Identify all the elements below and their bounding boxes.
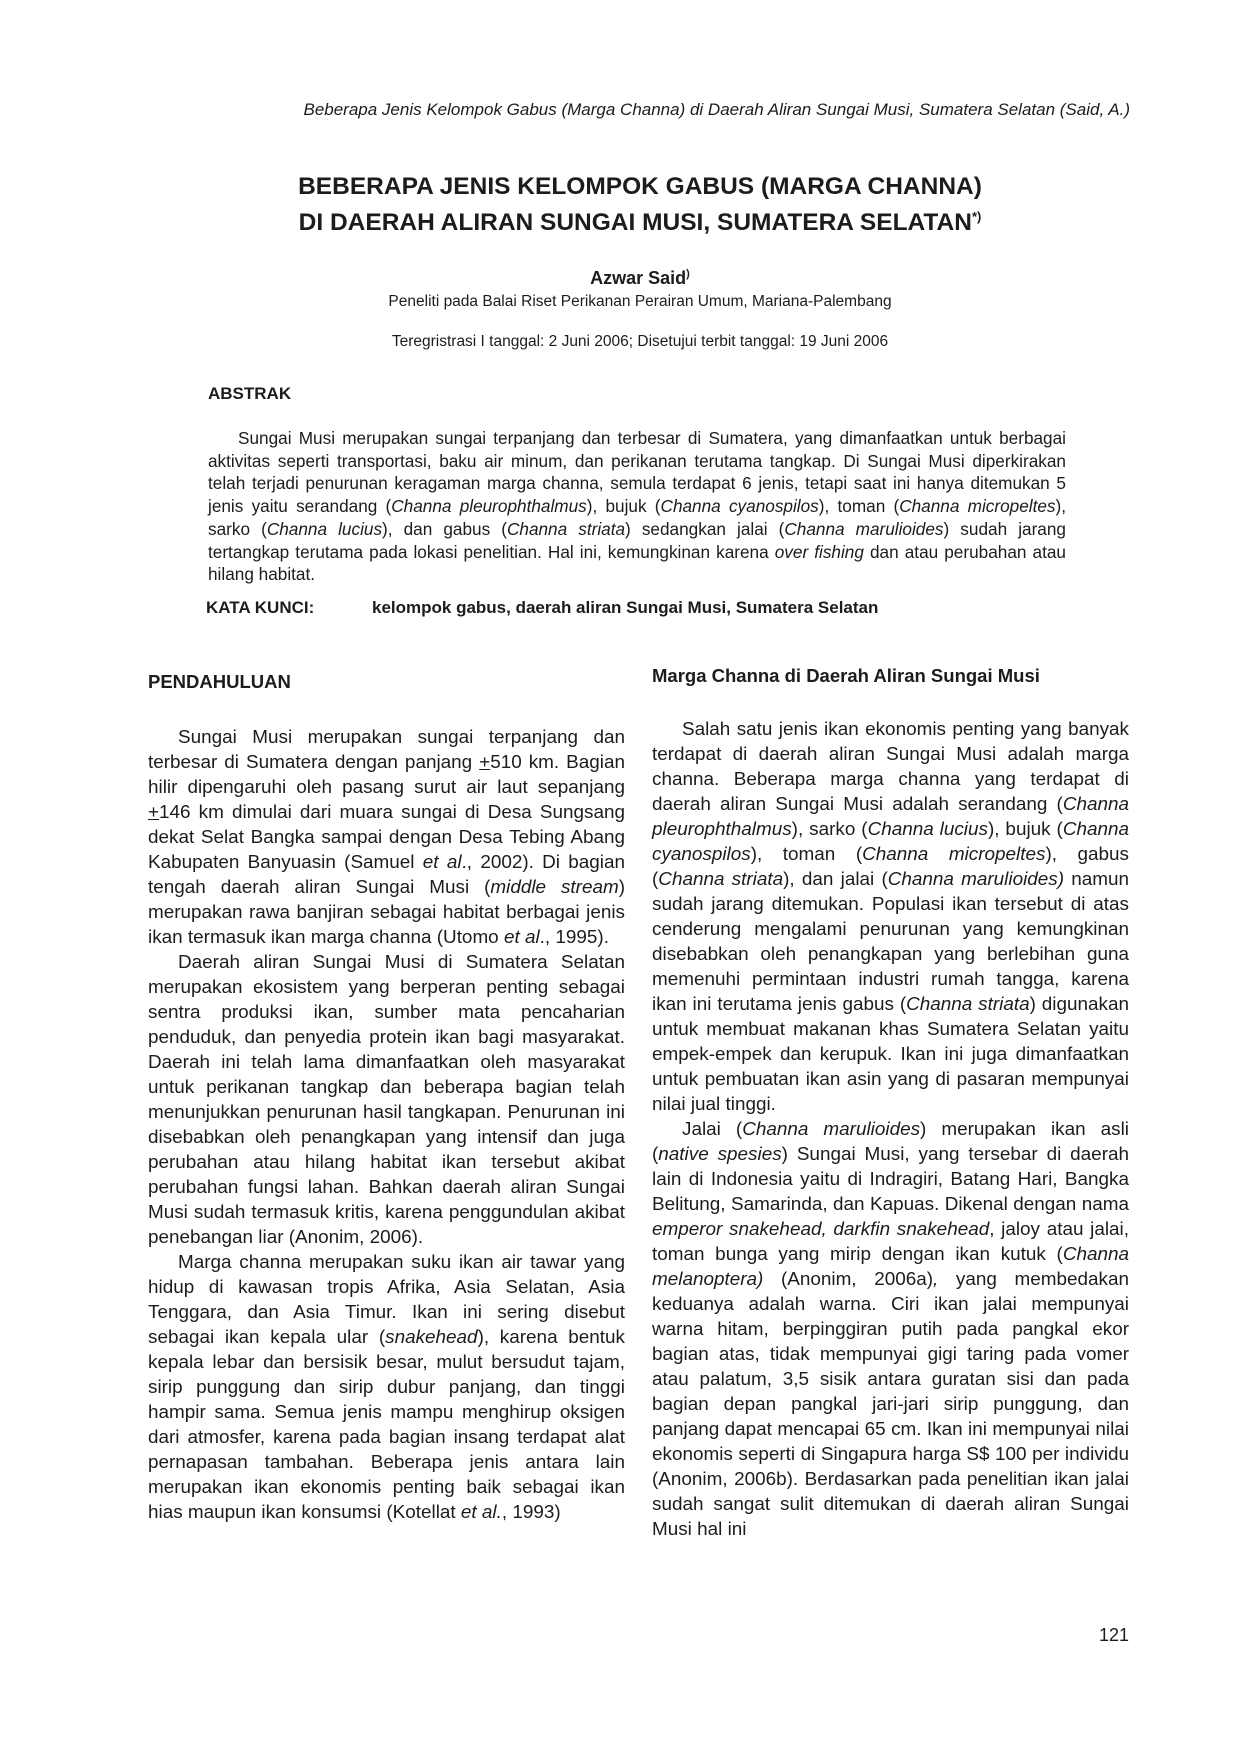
species-name: Channa lucius [266, 518, 383, 539]
abstract-text: ), sarko ( [208, 496, 1067, 539]
author-mark: ) [686, 268, 690, 280]
title-line-1: BEBERAPA JENIS KELOMPOK GABUS (MARGA CHANNA) [298, 173, 982, 200]
title-line-2-text: DI DAERAH ALIRAN SUNGAI MUSI, SUMATERA SELATAN [298, 209, 972, 237]
species-name: Channa marulioides [742, 1119, 921, 1140]
keywords-label: KATA KUNCI: [206, 598, 315, 617]
species-name: Channa melanoptera) [652, 1244, 1129, 1290]
species-name: Channa pleurophthalmus [391, 496, 587, 517]
registration-dates: Teregristrasi I tanggal: 2 Juni 2006; Disetujui terbit tanggal: 19 Juni 2006 [391, 333, 889, 350]
title-footnote-mark: *) [971, 209, 982, 224]
abstract-text: ), bujuk ( [586, 496, 661, 517]
plus-minus-sign: + [479, 752, 491, 773]
body-text: namun sudah jarang ditemukan. Populasi ikan tersebut di atas cenderung mengalami penurunan yang kemungkinan disebabkan oleh penangkapan yang berlebihan guna memenuhi permintaan industri rumah tangga, karena ikan ini terutama jenis gabus ( [652, 869, 1130, 1015]
body-text: ) digunakan untuk membuat makanan khas Sumatera Selatan yaitu empek-empek dan kerupuk. Ikan ini juga dimanfaatkan untuk pembuatan ikan asin yang di pasaran mempunyai nilai jual tinggi. [652, 994, 1129, 1115]
body-text: ., 1995). [539, 927, 609, 948]
species-name: Channa cyanospilos [660, 496, 819, 517]
italic-term: snakehead [385, 1327, 478, 1348]
plus-minus-sign: + [148, 802, 160, 823]
page-number: 121 [1098, 1625, 1129, 1645]
abstract-text: dan atau perubahan atau hilang habitat. [208, 541, 1066, 585]
species-name: Channa striata [658, 869, 784, 890]
abstract-text: ) sedangkan jalai ( [625, 518, 785, 539]
abstract-text: ), dan gabus ( [382, 518, 507, 539]
body-text: , 1993) [501, 1502, 561, 1523]
section-heading-pendahuluan: PENDAHULUAN [148, 671, 291, 692]
author [150, 268, 1130, 289]
abstract-text: Sungai Musi merupakan sungai terpanjang dan terbesar di Sumatera, yang dimanfaatkan untuk berbagai aktivitas seperti transportasi, baku air minum, dan perikanan terutama tangkap. Di Sungai Musi diperkirakan telah terjadi penurunan keragaman marga channa, semula terdapat 6 jenis, tetapi saat ini hanya ditemukan 5 jenis yaitu serandang ( [208, 428, 1066, 517]
abstract-text: ), toman ( [818, 496, 900, 517]
body-text: ), karena bentuk kepala lebar dan bersisik besar, mulut bersudut tajam, sirip punggung dan sirip dubur panjang, dan tinggi hampir sama. Semua jenis mampu menghirup oksigen dari atmosfer, karena pada bagian insang terdapat alat pernapasan tambahan. Beberapa jenis antara lain merupakan ikan ekonomis penting baik sebagai ikan hias maupun ikan konsumsi (Kotellat [148, 1327, 625, 1523]
species-name: Channa pleurophthalmus [652, 794, 1129, 840]
paragraph: Daerah aliran Sungai Musi di Sumatera Selatan merupakan ekosistem yang berperan penting sebagai sentra produksi ikan, sumber mata pencaharian penduduk, dan penyedia protein ikan bagi masyarakat. Daerah ini telah lama dimanfaatkan oleh masyarakat untuk perikanan tangkap dan beberapa bagian telah menunjukkan penurunan hasil tangkapan. Penurunan ini disebabkan oleh penangkapan yang intensif dan juga perubahan atau hilang habitat ikan tersebut akibat perubahan fungsi lahan. Bahkan daerah aliran Sungai Musi sudah termasuk kritis, karena penggundulan akibat penebangan liar (Anonim, 2006). [148, 952, 625, 1248]
species-name: Channa micropeltes [862, 844, 1046, 865]
abstract-heading: ABSTRAK [208, 384, 292, 403]
body-text: ), gabus ( [652, 844, 1129, 890]
italic-term: over fishing [774, 541, 864, 562]
abstract-text: ) sudah jarang tertangkap terutama pada lokasi penelitian. Hal ini, kemungkinan karena [208, 518, 1066, 562]
italic-term: et al [503, 927, 540, 948]
right-column [652, 717, 1129, 1542]
paragraph [148, 725, 625, 950]
left-column [148, 725, 625, 1525]
paragraph [652, 1117, 1129, 1542]
body-text: ), sarko ( [791, 819, 868, 840]
body-text: Sungai Musi merupakan sungai terpanjang dan terbesar di Sumatera dengan panjang [148, 727, 625, 773]
body-text: yang membedakan keduanya adalah warna. Ciri ikan jalai mempunyai warna hitam, berpinggiran putih pada pangkal ekor bagian atas, tidak mempunyai gigi taring pada vomer atau palatum, 3,5 sisik antara guratan sisi dan pada bagian depan pangkal jari-jari sirip punggung, dan panjang dapat mencapai 65 cm. Ikan ini mempunyai nilai ekonomis seperti di Singapura harga S$ 100 per individu (Anonim, 2006b). Berdasarkan pada penelitian ikan jalai sudah sangat sulit ditemukan di daerah aliran Sungai Musi hal ini [652, 1269, 1129, 1540]
section-heading-marga-channa: Marga Channa di Daerah Aliran Sungai Musi [652, 665, 1040, 686]
body-text: ), toman ( [750, 844, 863, 865]
italic-term: emperor snakehead, darkfin snakehead [652, 1219, 990, 1240]
italic-term: middle stream [490, 877, 619, 898]
body-text: Jalai ( [682, 1119, 743, 1140]
italic-term: , [933, 1269, 939, 1290]
abstract-paragraph [208, 427, 1066, 586]
italic-term: et al [422, 852, 462, 873]
species-name: Channa striata [506, 518, 626, 539]
body-text: 510 km. Bagian hilir dipengaruhi oleh pasang surut air laut sepanjang [148, 752, 625, 798]
abstract-body [208, 427, 1066, 586]
species-name: Channa striata [906, 994, 1030, 1015]
body-text: ., 2002). Di bagian tengah daerah aliran Sungai Musi ( [148, 852, 626, 898]
keywords-value: kelompok gabus, daerah aliran Sungai Musi, Sumatera Selatan [372, 598, 879, 617]
paragraph [652, 717, 1129, 1117]
body-text: ), dan jalai ( [783, 869, 888, 890]
body-text: ), bujuk ( [987, 819, 1063, 840]
italic-term: et al. [460, 1502, 502, 1523]
body-text: (Anonim, 2006a) [763, 1269, 934, 1290]
body-text: ) merupakan ikan asli ( [652, 1119, 1130, 1165]
paragraph [148, 1250, 625, 1525]
body-text: ) Sungai Musi, yang tersebar di daerah lain di Indonesia yaitu di Indragiri, Batang Hari, Bangka Belitung, Samarinda, dan Kapuas. Dikenal dengan nama [652, 1144, 1129, 1215]
body-text: ) merupakan rawa banjiran sebagai habitat berbagai jenis ikan termasuk ikan marga channa (Utomo [148, 877, 625, 948]
keywords [206, 598, 1106, 618]
body-text: , jaloy atau jalai, toman bunga yang mirip dengan ikan kutuk ( [652, 1219, 1129, 1265]
running-head: Beberapa Jenis Kelompok Gabus (Marga Channa) di Daerah Aliran Sungai Musi, Sumatera Selatan (Said, A.) [303, 100, 1130, 119]
species-name: Channa marulioides) [887, 869, 1065, 890]
paper-title [150, 172, 1130, 238]
affiliation: Peneliti pada Balai Riset Perikanan Perairan Umum, Mariana-Palembang [388, 293, 892, 310]
body-text: Salah satu jenis ikan ekonomis penting yang banyak terdapat di daerah aliran Sungai Musi adalah marga channa. Beberapa marga channa yang terdapat di daerah aliran Sungai Musi adalah serandang ( [652, 719, 1129, 815]
species-name: Channa micropeltes [899, 496, 1056, 517]
body-text: 146 km dimulai dari muara sungai di Desa Sungsang dekat Selat Bangka sampai dengan Desa Tebing Abang Kabupaten Banyuasin (Samuel [148, 802, 625, 873]
author-name: Azwar Said [590, 268, 687, 288]
body-text: Marga channa merupakan suku ikan air tawar yang hidup di kawasan tropis Afrika, Asia Selatan, Asia Tenggara, dan Asia Timur. Ikan ini sering disebut sebagai ikan kepala ular ( [148, 1252, 625, 1348]
title-line-2 [150, 202, 1130, 238]
species-name: Channa lucius [867, 819, 988, 840]
species-name: Channa marulioides [784, 518, 944, 539]
species-name: Channa cyanospilos [652, 819, 1129, 865]
italic-term: native spesies [658, 1144, 782, 1165]
